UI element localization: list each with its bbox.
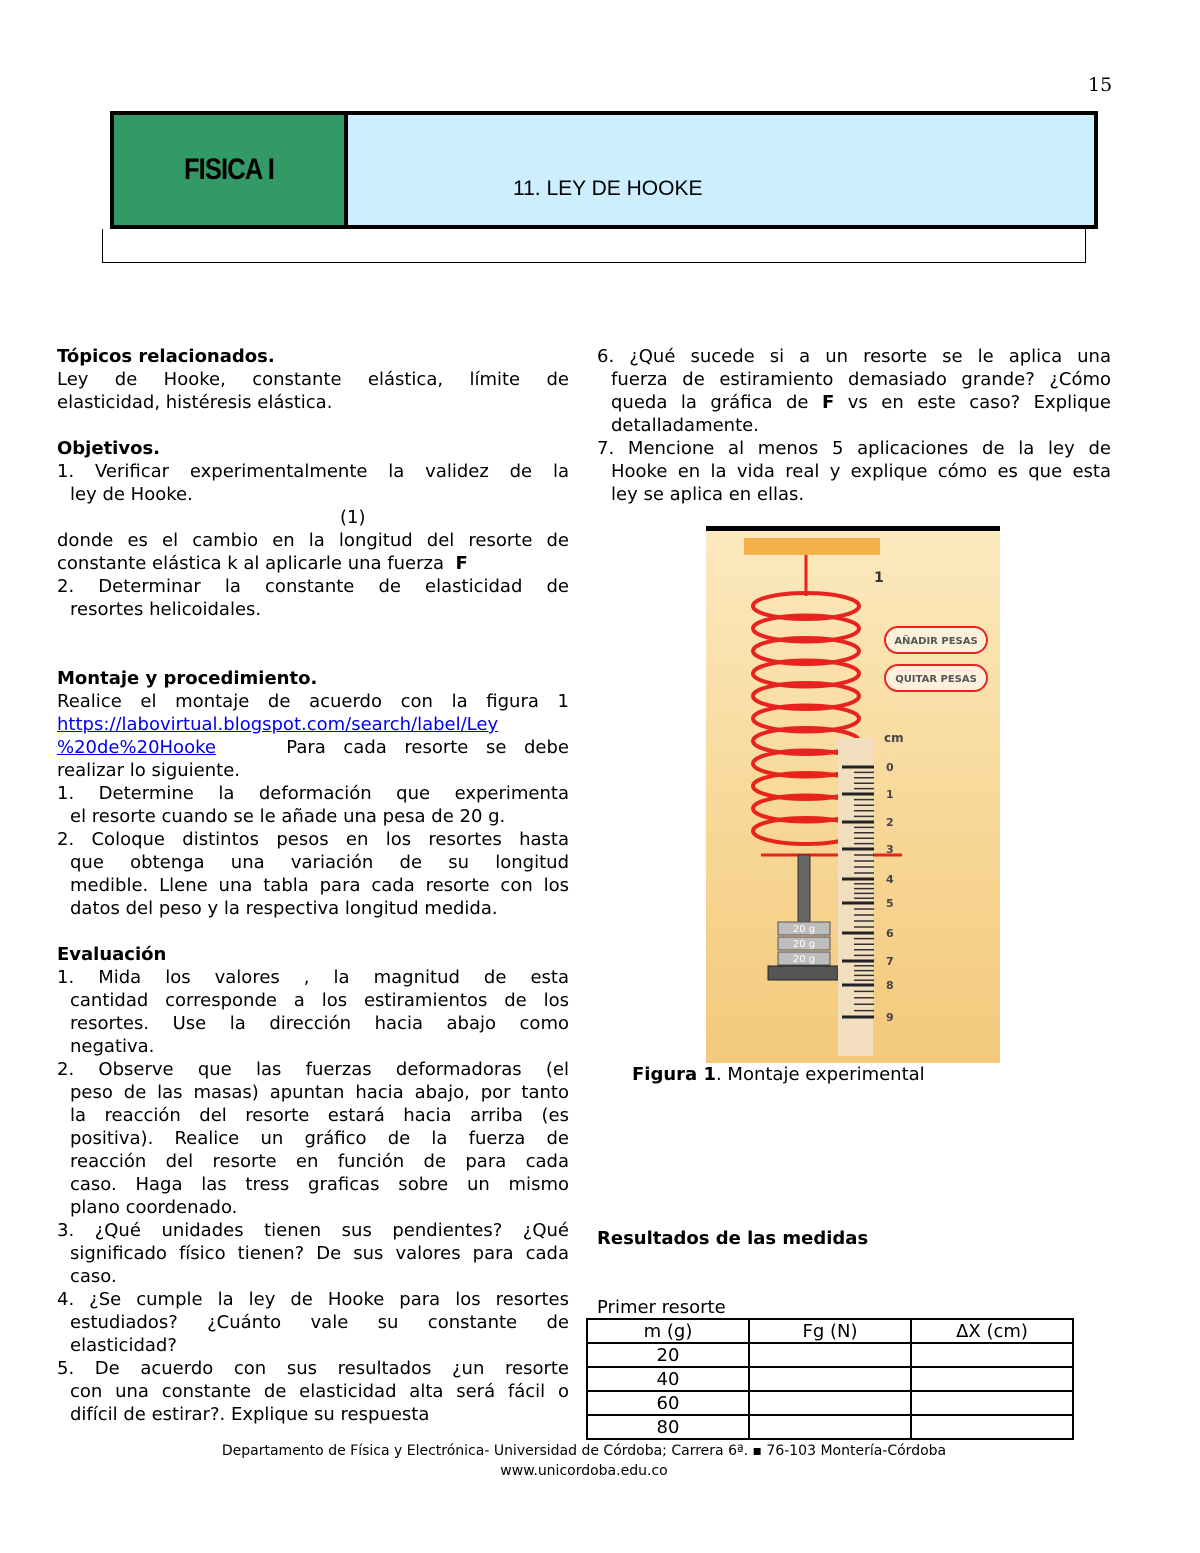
table-cell xyxy=(911,1343,1073,1367)
table-header-cell: ΔX (cm) xyxy=(911,1319,1073,1343)
topics-line: elasticidad, histéresis elástica. xyxy=(57,392,333,413)
ruler xyxy=(838,738,873,1056)
eval-line: difícil de estirar?. Explique su respuesta xyxy=(70,1404,430,1425)
table-cell: 20 xyxy=(587,1343,749,1367)
table-row xyxy=(587,1367,1073,1391)
montaje-line: Realice el montaje de acuerdo con la figura 1 xyxy=(57,691,569,712)
procedure-line: datos del peso y la respectiva longitud medida. xyxy=(70,898,498,919)
top-bar xyxy=(706,526,1000,531)
table-row xyxy=(587,1391,1073,1415)
table-cell xyxy=(911,1367,1073,1391)
table-cell: 80 xyxy=(587,1415,749,1439)
question-line: ley se aplica en ellas. xyxy=(611,484,805,505)
evaluation-heading: Evaluación xyxy=(57,944,167,965)
eval-line: peso de las masas) apuntan hacia abajo, por tanto xyxy=(70,1082,569,1103)
header-banner xyxy=(110,111,1098,229)
hanger-base xyxy=(768,966,838,980)
course-title: FISICA I xyxy=(183,153,275,186)
procedure-line: 1. Determine la deformación que experimenta xyxy=(57,783,569,804)
figure-caption-text: . Montaje experimental xyxy=(715,1064,925,1085)
footer-address: Departamento de Física y Electrónica- Universidad de Córdoba; Carrera 6ª. ▪ 76-103 Montería-Córdoba xyxy=(221,1443,947,1459)
eval-line: con una constante de elasticidad alta será fácil o xyxy=(70,1381,569,1402)
course-box xyxy=(114,115,348,225)
table-header-cell: Fg (N) xyxy=(749,1319,911,1343)
objective-line: 2. Determinar la constante de elasticidad de xyxy=(57,576,569,597)
ruler-tick-label: 0 xyxy=(886,761,894,774)
question-line: 6. ¿Qué sucede si a un resorte se le aplica una xyxy=(597,346,1111,367)
table-cell xyxy=(911,1415,1073,1439)
page-number: 15 xyxy=(1088,74,1113,96)
spring-number: 1 xyxy=(874,570,884,586)
eval-line: 5. De acuerdo con sus resultados ¿un resorte xyxy=(57,1358,569,1379)
header-sub-box xyxy=(102,229,1086,263)
ruler-tick-label: 5 xyxy=(886,897,894,910)
ruler-tick-label: 2 xyxy=(886,816,894,829)
table-cell: 60 xyxy=(587,1391,749,1415)
eval-line: 1. Mida los valores , la magnitud de esta xyxy=(57,967,569,988)
results-heading: Resultados de las medidas xyxy=(597,1228,869,1249)
weight-label: 20 g xyxy=(792,924,816,935)
eval-line: 3. ¿Qué unidades tienen sus pendientes? ¿Qué xyxy=(57,1220,569,1241)
table-cell xyxy=(749,1367,911,1391)
labovirtual-link[interactable]: https://labovirtual.blogspot.com/search/label/Ley xyxy=(57,714,499,735)
left-column xyxy=(57,345,569,1426)
weight-label: 20 g xyxy=(792,939,816,950)
objective-line: 1. Verificar experimentalmente la validez de la xyxy=(57,461,569,482)
montaje-line: realizar lo siguiente. xyxy=(57,760,240,781)
objectives-heading: Objetivos. xyxy=(57,438,160,459)
weight-label: 20 g xyxy=(792,954,816,965)
table-caption: Primer resorte xyxy=(597,1297,726,1318)
question-line: detalladamente. xyxy=(611,415,759,436)
remove-weights-button[interactable] xyxy=(885,665,987,691)
table-header-cell: m (g) xyxy=(587,1319,749,1343)
ruler-tick-label: 3 xyxy=(886,843,894,856)
table-cell xyxy=(749,1343,911,1367)
eval-line: plano coordenado. xyxy=(70,1197,238,1218)
objective-line: ley de Hooke. xyxy=(70,484,193,505)
eval-line: reacción del resorte en función de para cada xyxy=(70,1151,569,1172)
add-weights-button[interactable] xyxy=(885,627,987,653)
figure-caption xyxy=(632,1063,925,1086)
equation-number: (1) xyxy=(340,507,366,528)
topics-line: Ley de Hooke, constante elástica, límite de xyxy=(57,369,569,390)
figure-label: Figura 1 xyxy=(632,1064,716,1085)
title-box xyxy=(348,115,1094,225)
question-line: queda la gráfica de F vs en este caso? Explique xyxy=(611,392,1111,413)
question-line: 7. Mencione al menos 5 aplicaciones de la ley de xyxy=(597,438,1111,459)
ruler-unit: cm xyxy=(884,731,904,745)
montaje-heading: Montaje y procedimiento. xyxy=(57,668,318,689)
eval-line: negativa. xyxy=(70,1036,155,1057)
table-cell xyxy=(911,1391,1073,1415)
eval-line: estudiados? ¿Cuánto vale su constante de xyxy=(70,1312,569,1333)
practice-title: 11. LEY DE HOOKE xyxy=(513,177,703,200)
ruler-tick-label: 9 xyxy=(886,1011,894,1024)
eval-line: caso. xyxy=(70,1266,117,1287)
objective-line: resortes helicoidales. xyxy=(70,599,262,620)
where-line: constante elástica k al aplicarle una fuerza F xyxy=(57,553,468,574)
eval-line: elasticidad? xyxy=(70,1335,177,1356)
add-weights-label: AÑADIR PESAS xyxy=(894,636,978,647)
eval-line: 4. ¿Se cumple la ley de Hooke para los resortes xyxy=(57,1289,569,1310)
procedure-line: el resorte cuando se le añade una pesa de 20 g. xyxy=(70,806,506,827)
footer-website: www.unicordoba.edu.co xyxy=(500,1463,668,1479)
table-cell xyxy=(749,1415,911,1439)
eval-line: positiva). Realice un gráfico de la fuerza de xyxy=(70,1128,569,1149)
eval-line: 2. Observe que las fuerzas deformadoras (el xyxy=(57,1059,569,1080)
ruler-tick-label: 4 xyxy=(886,873,894,886)
eval-line: resortes. Use la dirección hacia abajo como xyxy=(70,1013,569,1034)
remove-weights-label: QUITAR PESAS xyxy=(895,674,977,685)
procedure-line: medible. Llene una tabla para cada resorte con los xyxy=(70,875,569,896)
labovirtual-link[interactable]: %20de%20Hooke xyxy=(57,737,216,758)
procedure-line: 2. Coloque distintos pesos en los resortes hasta xyxy=(57,829,569,850)
montaje-line: Para cada resorte se debe xyxy=(286,737,569,758)
where-line: donde es el cambio en la longitud del resorte de xyxy=(57,530,569,551)
hooke-simulation-figure xyxy=(706,526,1000,1063)
table-row xyxy=(587,1343,1073,1367)
eval-line: la reacción del resorte estará hacia arriba (es xyxy=(70,1105,569,1126)
table-cell: 40 xyxy=(587,1367,749,1391)
figure-svg xyxy=(706,526,1000,1063)
eval-line: caso. Haga las tress graficas sobre un mismo xyxy=(70,1174,569,1195)
ruler-tick-label: 7 xyxy=(886,955,894,968)
table-header-row xyxy=(587,1319,1073,1343)
spring-support xyxy=(744,538,880,555)
ruler-tick-label: 1 xyxy=(886,788,894,801)
ruler-tick-label: 8 xyxy=(886,979,894,992)
table-cell xyxy=(749,1391,911,1415)
table-row xyxy=(587,1415,1073,1439)
eval-line: cantidad corresponde a los estiramientos de los xyxy=(70,990,569,1011)
question-line: Hooke en la vida real y explique cómo es que esta xyxy=(611,461,1111,482)
topics-heading: Tópicos relacionados. xyxy=(57,346,275,367)
procedure-line: que obtenga una variación de su longitud xyxy=(70,852,569,873)
question-line: fuerza de estiramiento demasiado grande? ¿Cómo xyxy=(611,369,1111,390)
weight-hanger-rod xyxy=(798,855,810,925)
right-column xyxy=(597,345,1111,506)
ruler-tick-label: 6 xyxy=(886,927,894,940)
weights-stack xyxy=(778,922,830,965)
results-table xyxy=(586,1318,1074,1440)
eval-line: significado físico tienen? De sus valores para cada xyxy=(70,1243,569,1264)
